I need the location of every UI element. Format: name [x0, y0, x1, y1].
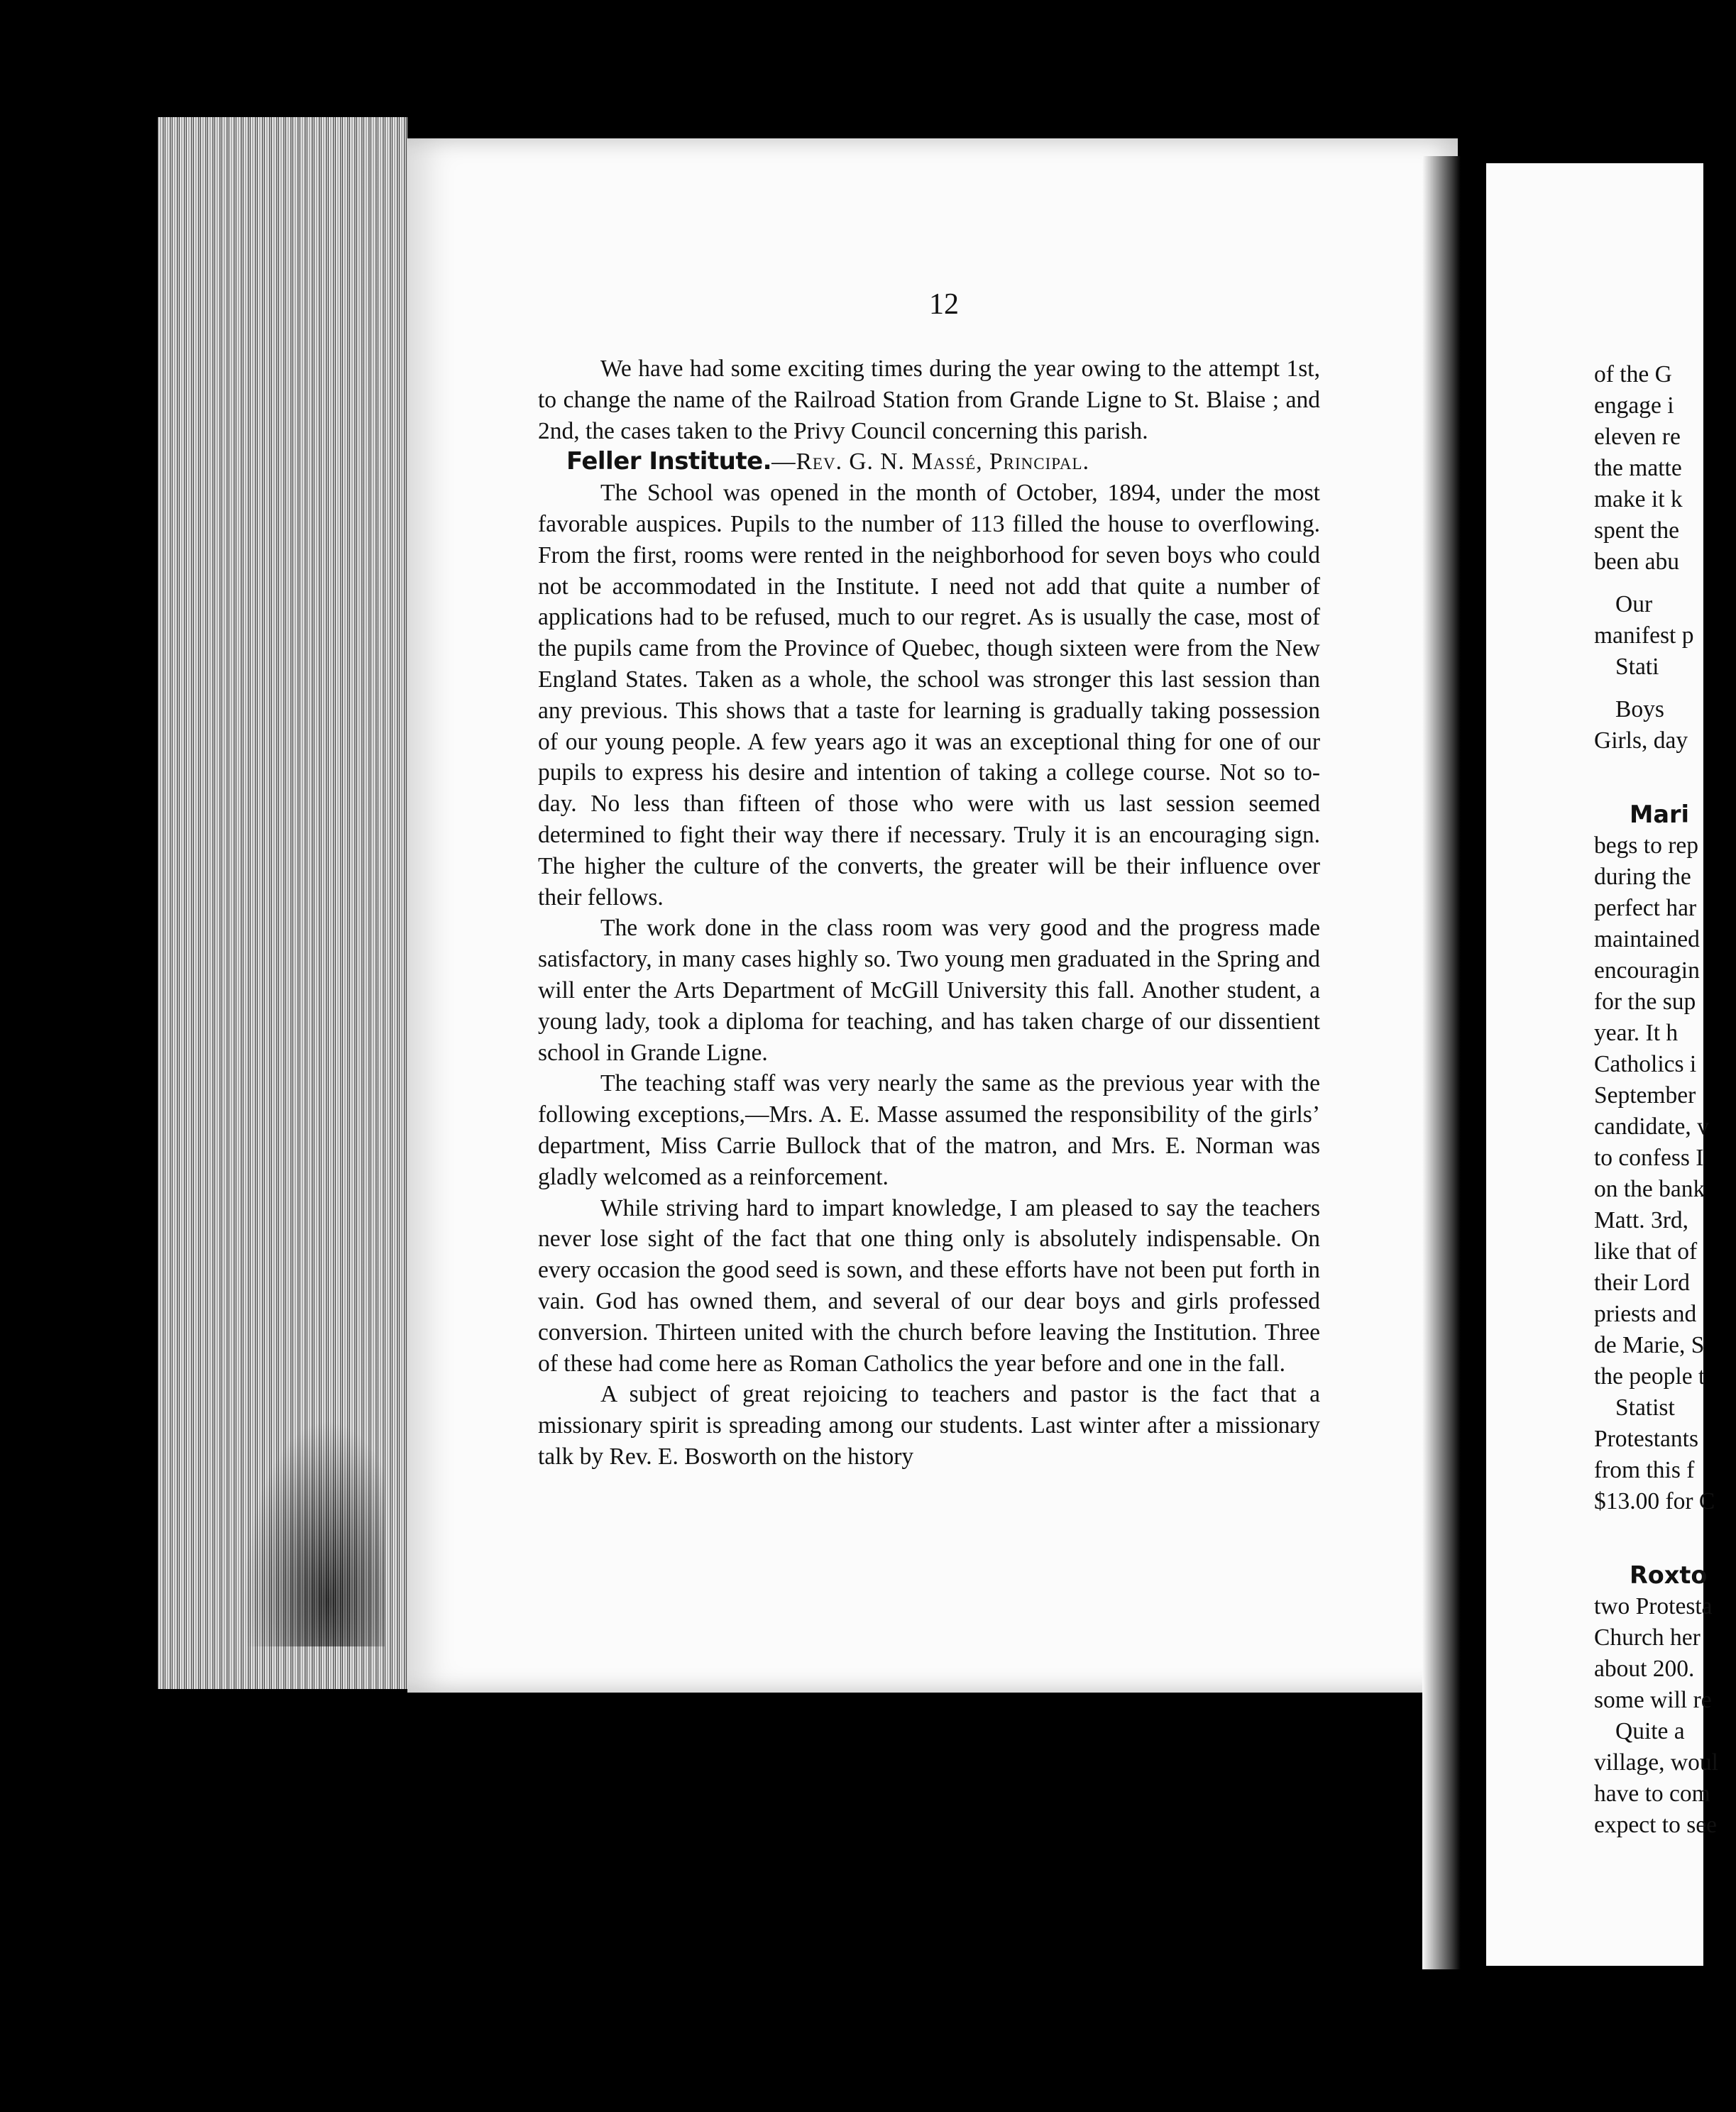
fragment-line: for the sup: [1594, 989, 1696, 1015]
fragment-line: engage i: [1594, 392, 1674, 419]
fragment-line: $13.00 for C: [1594, 1488, 1715, 1514]
fragment-line: de Marie, S: [1594, 1332, 1705, 1358]
fragment-line: begs to rep: [1594, 832, 1698, 859]
fragment-line: the people t: [1594, 1363, 1705, 1390]
fragment-line: maintained: [1594, 926, 1700, 952]
fragment-line: two Protesta: [1594, 1593, 1713, 1619]
fragment-line: perfect har: [1594, 895, 1697, 921]
body-paragraph: The School was opened in the month of October, 1894, under the most favorable auspices. Pupils to the number of 113 filled the house to overflowing. From the first, rooms were rented in the neighborhood for seven boys who could not be accommodated in the Institute. I need not add that quite a number of applications had to be refused, much to our regret. As is usually the case, most of the pupils came from the Province of Quebec, though sixteen were from the New England States. Taken as a whole, the school was stronger this last session than any previous. This shows that a taste for learning is gradually taking possession of our young people. A few years ago it was an exceptional thing for one of our pupils to express his desire and intention of taking a college course. Not so to-day. No less than fifteen of those who were with us last session seemed determined to fight their way there if necessary. Truly it is an encouraging sign. The higher the culture of the converts, the greater will be their influence over their fellows.: [538, 480, 1320, 911]
fragment-line: Quite a: [1615, 1718, 1685, 1744]
fragment-line: September: [1594, 1082, 1696, 1109]
left-page-text: [538, 353, 1320, 1473]
fragment-line: Statist: [1615, 1395, 1675, 1421]
fragment-heading: Roxto: [1630, 1561, 1708, 1589]
body-paragraph: The teaching staff was very nearly the same as the previous year with the following exceptions,—Mrs. A. E. Masse assumed the responsibility of the girls’ department, Miss Carrie Bullock that of the matron, and Mrs. E. Norman was gladly welcomed as a reinforcement.: [538, 1070, 1320, 1190]
water-stain: [243, 1419, 385, 1646]
fragment-line: like that of: [1594, 1238, 1698, 1265]
fragment-line: from this f: [1594, 1457, 1695, 1483]
fragment-line: Protestants: [1594, 1426, 1699, 1452]
section-heading: [538, 446, 1320, 478]
fragment-line: of the G: [1594, 361, 1672, 387]
fragment-line: manifest p: [1594, 622, 1694, 649]
fragment-line: encouragin: [1594, 957, 1700, 984]
right-page-text: [1594, 359, 1736, 1841]
fragment-line: Matt. 3rd,: [1594, 1207, 1689, 1233]
fragment-line: Church her: [1594, 1624, 1701, 1651]
fragment-line: on the bank: [1594, 1176, 1705, 1202]
fragment-line: candidate, v: [1594, 1113, 1709, 1140]
body-paragraph: A subject of great rejoicing to teachers and pastor is the fact that a missionary spirit is spreading among our students. Last winter after a missionary talk by Rev. E. Bosworth on the history: [538, 1381, 1320, 1470]
fragment-line: their Lord: [1594, 1270, 1690, 1296]
section-heading-rest: —Rev. G. N. Massé, Principal.: [771, 449, 1089, 475]
section-heading-name: Feller Institute.: [566, 447, 772, 476]
fragment-line: Our: [1615, 591, 1653, 617]
fragment-line: to confess I: [1594, 1145, 1704, 1171]
fragment-line: during the: [1594, 864, 1691, 890]
fragment-line: some will re: [1594, 1687, 1712, 1713]
fragment-line: been abu: [1594, 549, 1679, 575]
fragment-line: Boys: [1615, 696, 1664, 722]
fragment-line: the matte: [1594, 455, 1682, 481]
fragment-line: Stati: [1615, 654, 1659, 680]
fragment-line: spent the: [1594, 517, 1680, 544]
fragment-line: have to com: [1594, 1781, 1710, 1807]
fragment-line: eleven re: [1594, 424, 1681, 450]
fragment-line: about 200.: [1594, 1656, 1695, 1682]
body-paragraph: The work done in the class room was very good and the progress made satisfactory, in many cases highly so. Two young men graduated in the Spring and will enter the Arts Department of McGill University this fall. Another student, a young lady, took a diploma for teaching, and has taken charge of our dissentient school in Grande Ligne.: [538, 915, 1320, 1066]
intro-paragraph: We have had some exciting times during the year owing to the attempt 1st, to change the name of the Railroad Station from Grande Ligne to St. Blaise ; and 2nd, the cases taken to the Privy Council concerning this parish.: [538, 356, 1320, 444]
fragment-line: make it k: [1594, 486, 1683, 512]
book-page-edges: [158, 117, 407, 1689]
fragment-heading: Mari: [1630, 801, 1689, 828]
fragment-line: priests and: [1594, 1301, 1697, 1327]
fragment-line: Catholics i: [1594, 1051, 1697, 1077]
fragment-line: Girls, day: [1594, 727, 1688, 754]
fragment-line: village, woul: [1594, 1749, 1718, 1776]
body-paragraph: While striving hard to impart knowledge, I am pleased to say the teachers never lose sight of the fact that one thing only is absolutely indispensable. On every occasion the good seed is sown, and these efforts have not been put forth in vain. God has owned them, and several of our dear boys and girls professed conversion. Thirteen united with the church before leaving the Institution. Three of these had come here as Roman Catholics the year before and one in the fall.: [538, 1194, 1320, 1377]
book-gutter: [1422, 156, 1486, 1969]
page-number: 12: [929, 288, 959, 321]
fragment-line: year. It h: [1594, 1020, 1679, 1046]
fragment-line: expect to see: [1594, 1812, 1717, 1838]
